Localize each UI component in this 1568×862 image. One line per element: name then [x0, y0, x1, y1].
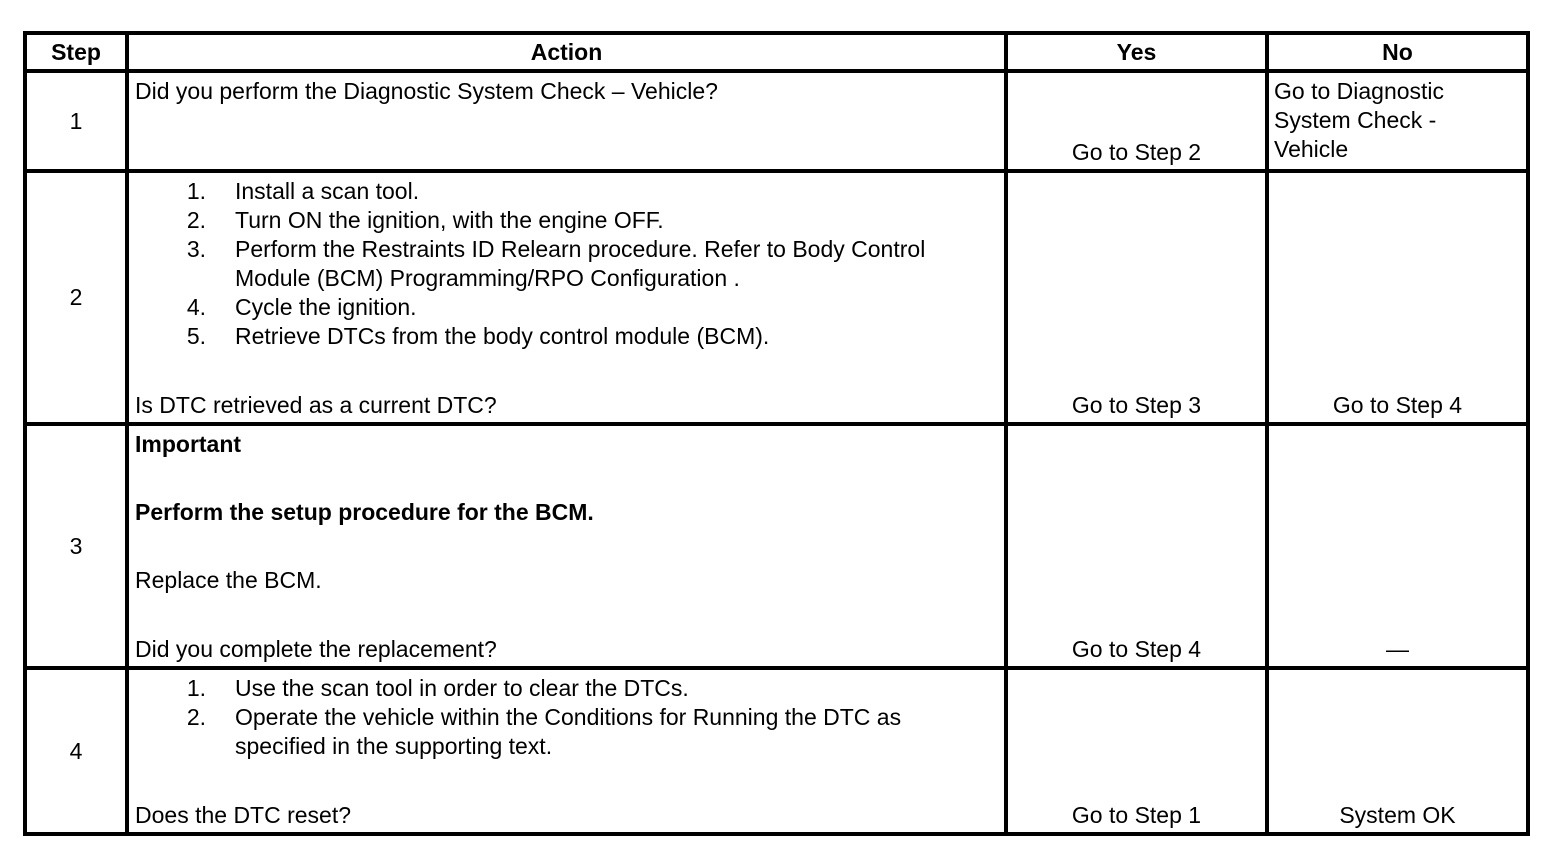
header-no: No: [1267, 33, 1528, 71]
procedure-list: [135, 674, 998, 761]
list-item: 4. Cycle the ignition.: [186, 294, 417, 320]
action-cell: [127, 424, 1006, 668]
action-question: Did you perform the Diagnostic System Check – Vehicle?: [135, 78, 718, 104]
step-number: 1: [25, 71, 127, 171]
table-row-step-1: [25, 71, 1528, 171]
no-cell: Go to Step 4: [1267, 171, 1528, 424]
header-row: [25, 33, 1528, 71]
no-cell: —: [1267, 424, 1528, 668]
important-label: Important: [135, 431, 242, 457]
procedure-list: [135, 177, 998, 351]
action-cell: [127, 668, 1006, 834]
yes-cell: Go to Step 1: [1006, 668, 1267, 834]
header-yes: Yes: [1006, 33, 1267, 71]
table-row-step-4: [25, 668, 1528, 834]
step-number: 3: [25, 424, 127, 668]
header-step: Step: [25, 33, 127, 71]
yes-cell: Go to Step 2: [1006, 71, 1267, 171]
important-text: Perform the setup procedure for the BCM.: [135, 499, 594, 525]
list-item: 3. Perform the Restraints ID Relearn procedure. Refer to Body Control Module (BCM) Programming/RPO Configuration .: [186, 236, 926, 291]
table-row-step-3: [25, 424, 1528, 668]
list-item: 2. Turn ON the ignition, with the engine OFF.: [186, 207, 664, 233]
list-item: 2. Operate the vehicle within the Conditions for Running the DTC as specified in the supporting text.: [186, 704, 902, 759]
table-row-step-2: [25, 171, 1528, 424]
yes-cell: Go to Step 3: [1006, 171, 1267, 424]
list-item: 1. Use the scan tool in order to clear the DTCs.: [186, 675, 689, 701]
diagnostic-table: [23, 31, 1530, 836]
action-instruction: Replace the BCM.: [135, 567, 322, 593]
header-action: Action: [127, 33, 1006, 71]
action-cell: [127, 171, 1006, 424]
action-question: Did you complete the replacement?: [135, 636, 497, 662]
step-number: 4: [25, 668, 127, 834]
action-question: Does the DTC reset?: [135, 802, 352, 828]
no-cell: System OK: [1267, 668, 1528, 834]
step-number: 2: [25, 171, 127, 424]
no-result: Go to Diagnostic System Check - Vehicle: [1274, 78, 1445, 162]
action-cell: [127, 71, 1006, 171]
list-item: 5. Retrieve DTCs from the body control module (BCM).: [186, 323, 770, 349]
no-cell: [1267, 71, 1528, 171]
action-question: Is DTC retrieved as a current DTC?: [135, 392, 497, 418]
list-item: 1. Install a scan tool.: [186, 178, 420, 204]
yes-cell: Go to Step 4: [1006, 424, 1267, 668]
